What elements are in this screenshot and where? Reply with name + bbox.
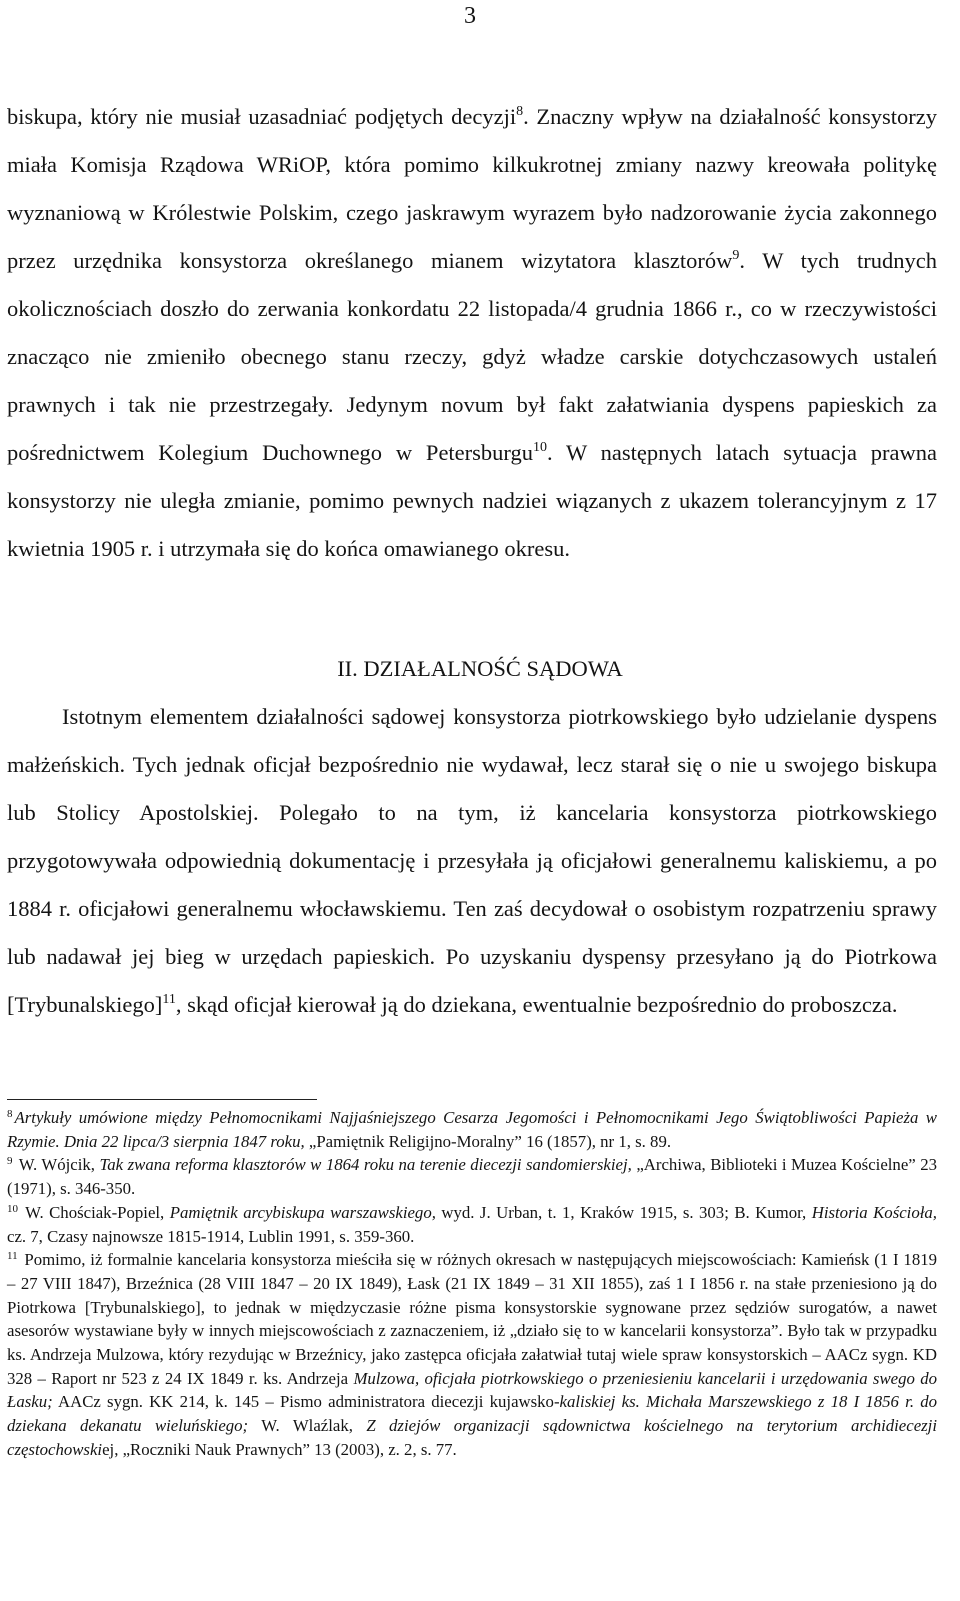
paragraph-text: Istotnym elementem działalności sądowej konsystorza piotrkowskiego było udzielanie dyspens małżeńskich. Tych jednak oficjał bezpośrednio nie wydawał, lecz starał się o nie u swojego biskupa lub Stolicy Apostolskiej. Polegało to na tym, iż kancelaria konsystorza piotrkowskiego przygotowywała odpowiednią dokumentację i przesyłała ją oficjałowi generalnemu kaliskiemu, a po 1884 r. oficjałowi generalnemu włocławskiemu. Ten zaś decydował o osobistym rozpatrzeniu sprawy lub nadawał jej bieg w urzędach papieskich. Po uzyskaniu dyspensy przesyłano ją do Piotrkowa [Trybunalskiego] (7, 704, 937, 1017)
footnote-reference[interactable]: 11 (162, 992, 176, 1007)
body-paragraph-1 (7, 93, 937, 573)
footnote-title: Mulzowa, oficjała piotrkowskiego o przeniesieniu kancelarii i urzędowania swego do Łasku; (7, 1368, 937, 1412)
footnote-title: Historia Kościoła, (811, 1202, 937, 1222)
paragraph-text: . W tych trudnych okolicznościach doszło do zerwania konkordatu 22 listopada/4 grudnia 1866 r., co w rzeczywistości znacząco nie zmieniło obecnego stanu rzeczy, gdyż władze carskie dotychczasowych ustaleń prawnych i tak nie przestrzegały. Jedynym novum był fakt załatwiania dyspens papieskich za pośrednictwem Kolegium Duchownego w Petersburgu (7, 248, 937, 465)
paragraph-text: biskupa, który nie musiał uzasadniać podjętych decyzji (7, 104, 517, 129)
footnote-reference[interactable]: 10 (533, 440, 547, 455)
footnote-text: cz. 7, Czasy najnowsze 1815-1914, Lublin 1991, s. 359-360. (7, 1226, 415, 1246)
footnote-text: W. Wójcik, (14, 1155, 100, 1175)
paragraph-text: , skąd oficjał kierował ją do dziekana, ewentualnie bezpośrednio do proboszcza. (175, 992, 898, 1017)
paragraph-text: . W następnych latach sytuacja prawna konsystorzy nie uległa zmianie, pomimo pewnych nadziei wiązanych z ukazem tolerancyjnym z 17 kwietnia 1905 r. i utrzymała się do końca omawianego okresu. (7, 440, 937, 561)
footnote-reference[interactable]: 9 (732, 248, 740, 263)
body-paragraph-2 (7, 693, 937, 1029)
footnote-text: W. Wlaźlak, (248, 1416, 367, 1436)
footnote-number: 11 (7, 1250, 18, 1263)
section-heading: II. DZIAŁALNOŚĆ SĄDOWA (337, 656, 623, 681)
footnote-text: „Pamiętnik Religijno-Moralny” 16 (1857), nr 1, s. 89. (304, 1131, 672, 1151)
footnote-title: kaliskiej ks. Michała Marszewskiego z 18 I 1856 r. do dziekana dekanatu wieluńskiego; (7, 1392, 937, 1436)
footnote-10 (7, 1201, 937, 1248)
footnote-8 (7, 1106, 937, 1153)
footnote-text: Pomimo, iż formalnie kancelaria konsystorza mieściła się w różnych okresach w następujących miejscowościach: Kamieńsk (1 I 1819 – 27 VIII 1847), Brzeźnica (28 VIII 1847 – 20 IX 1849), Łask (21 IX 1849 – 31 XII 1855), zaś 1 I 1856 r. na stałe przeniesiono ją do Piotrkowa [Trybunalskiego], to jednak w międzyczasie różne pisma konsystorskie sygnowane przez sędziów surogatów, a nawet asesorów wystawiane były w innych miejscowościach z zaznaczeniem, iż „działo się to w kancelarii konsystorza”. Było tak w przypadku ks. Andrzeja Mulzowa, który rezydując w Brzeźnicy, jako zastępca oficjała załatwiał tutaj wiele spraw konsystorskich – AACz sygn. KD 328 – Raport nr 523 z 24 IX 1849 r. ks. Andrzeja (7, 1250, 937, 1388)
footnote-title: Pamiętnik arcybiskupa warszawskiego, (169, 1202, 436, 1222)
footnote-number: 9 (7, 1155, 13, 1168)
footnote-title: Tak zwana reforma klasztorów w 1864 roku na terenie diecezji sandomierskiej, (99, 1155, 632, 1175)
footnote-separator (7, 1099, 317, 1100)
footnote-title: Z dziejów organizacji sądownictwa kościelnego na terytorium archidiecezji częstochowski (7, 1416, 937, 1459)
paragraph-text: . Znaczny wpływ na działalność konsystorzy miała Komisja Rządowa WRiOP, która pomimo kilkukrotnej zmiany nazwy kreowała politykę wyznaniową w Królestwie Polskim, czego jaskrawym wyrazem było nadzorowanie życia zakonnego przez urzędnika konsystorza określanego mianem wizytatora klasztorów (7, 104, 937, 273)
footnote-number: 10 (7, 1202, 18, 1215)
footnote-number: 8 (7, 1108, 13, 1120)
footnote-text: ej, „Roczniki Nauk Prawnych” 13 (2003), z. 2, s. 77. (102, 1439, 457, 1459)
footnote-title: Artykuły umówione między Pełnomocnikami Najjaśniejszego Cesarza Jegomości i Pełnomocnikami Jego Świątobliwości Papieża w Rzymie. Dnia 22 lipca/3 sierpnia 1847 roku, (7, 1108, 937, 1151)
footnotes (7, 1106, 937, 1462)
footnote-reference[interactable]: 8 (516, 104, 524, 119)
page-number: 3 (464, 3, 476, 29)
footnote-text: „Archiwa, Biblioteki i Muzea Kościelne” 23 (1971), s. 346-350. (7, 1155, 937, 1199)
footnote-text: W. Chościak-Popiel, (20, 1202, 170, 1222)
footnote-text: wyd. J. Urban, t. 1, Kraków 1915, s. 303; B. Kumor, (435, 1202, 812, 1222)
footnote-text: AACz sygn. KK 214, k. 145 – Pismo administratora diecezji kujawsko- (52, 1392, 560, 1412)
footnote-11 (7, 1248, 937, 1461)
footnote-9 (7, 1153, 937, 1200)
